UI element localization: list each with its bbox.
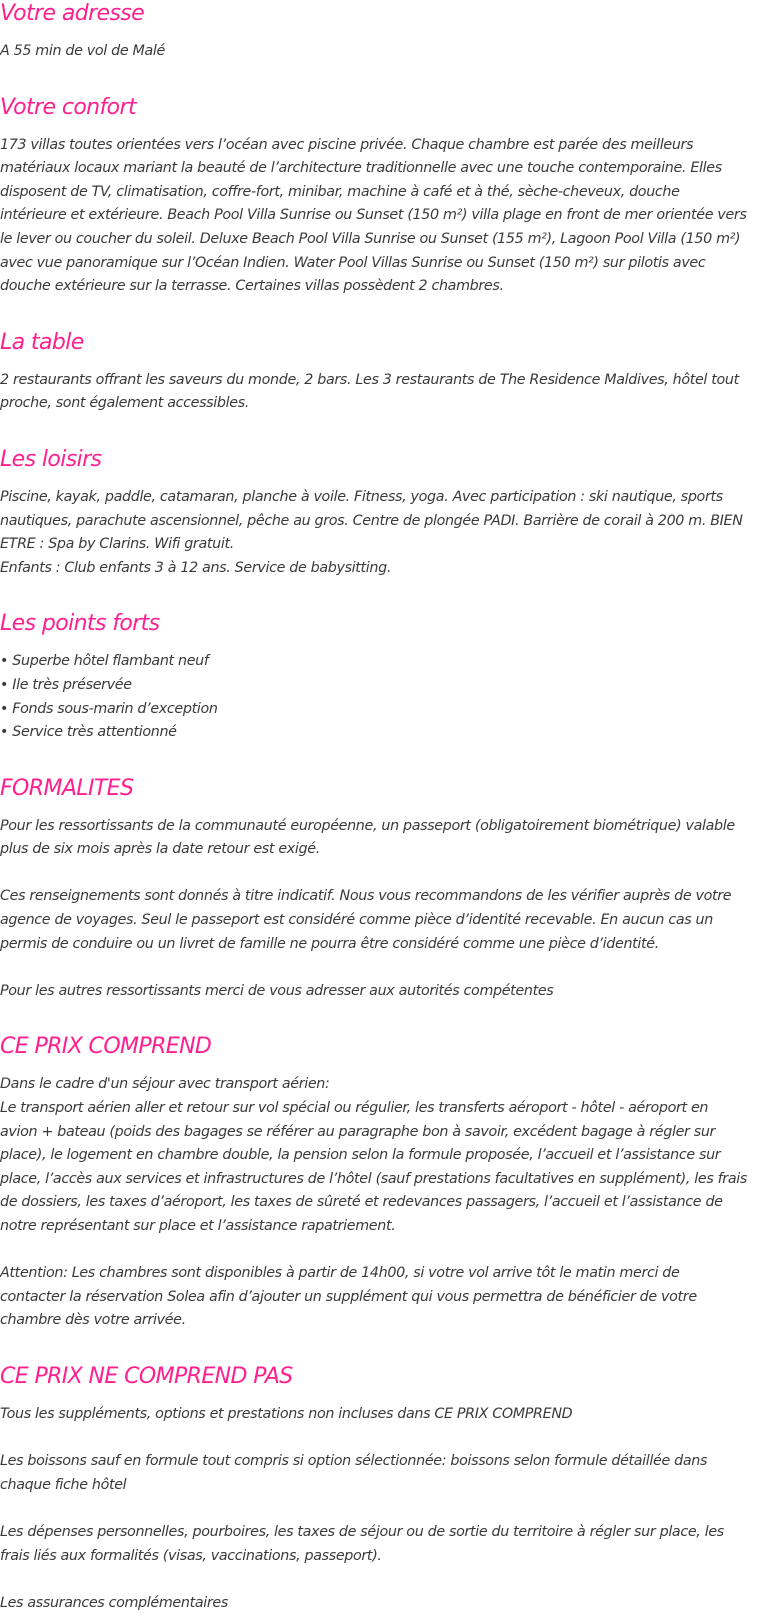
list-item: • Superbe hôtel flambant neuf xyxy=(0,653,209,670)
section-title-points-forts: Les points forts xyxy=(0,611,160,637)
formalites-paragraph-2: Ces renseignements sont donnés à titre indicatif. Nous vous recommandons de les vérifier auprès de votre agence de voyages. Seul le passeport est considéré comme pièce d’identité recevable. En aucun cas un permis de conduire ou un livret de famille ne pourra être considéré comme une pièce d’identité. xyxy=(0,888,732,952)
comprend-attention: Attention: Les chambres sont disponibles à partir de 14h00, si votre vol arrive tôt le matin merci de contacter la réservation Solea afin d’ajouter un supplément qui vous permettra de bénéficier de votre chambre dès votre arrivée. xyxy=(0,1265,697,1329)
section-title-adresse: Votre adresse xyxy=(0,1,145,26)
comprend-paragraph-1: Le transport aérien aller et retour sur vol spécial ou régulier, les transferts aéroport - hôtel - aéroport en avion + bateau (poids des bagages se référer au paragraphe bon à savoir, excédent bagage à régler sur place), le logement en chambre double, la pension selon la formule proposée, l’accueil et l’assistance sur place, l’accès aux services et infrastructures de l’hôtel (sauf prestations facultatives en supplément), les frais de dossiers, les taxes d’aéroport, les taxes de sûreté et redevances passagers, l’accueil et l’assistance de notre représentant sur place et l’assistance rapatriement. xyxy=(0,1100,747,1234)
section-points-forts xyxy=(0,610,748,744)
points-forts-list xyxy=(0,650,748,744)
ne-comprend-paragraph-2: Les boissons sauf en formule tout compris si option sélectionnée: boissons selon formule détaillée dans chaque fiche hôtel xyxy=(0,1453,708,1493)
section-loisirs xyxy=(0,446,748,580)
table-text: 2 restaurants offrant les saveurs du monde, 2 bars. Les 3 restaurants de The Residence Maldives, hôtel tout proche, sont également accessibles. xyxy=(0,371,739,412)
adresse-text: A 55 min de vol de Malé xyxy=(0,43,165,59)
section-title-prix-comprend: CE PRIX COMPREND xyxy=(0,1034,212,1060)
section-prix-comprend xyxy=(0,1033,748,1333)
section-title-formalites: FORMALITES xyxy=(0,775,134,801)
formalites-paragraph-1: Pour les ressortissants de la communauté européenne, un passeport (obligatoirement biométrique) valable plus de six mois après la date retour est exigé. xyxy=(0,817,735,858)
confort-text: 173 villas toutes orientées vers l’océan avec piscine privée. Chaque chambre est parée des meilleurs matériaux locaux mariant la beauté de l’architecture traditionnelle avec une touche contemporaine. Elles disposent de TV, climatisation, coffre-fort, minibar, machine à café et à thé, sèche-cheveux, douche intérieure et extérieure. Beach Pool Villa Sunrise ou Sunset (150 m²) villa plage en front de mer orientée vers le lever ou coucher du soleil. Deluxe Beach Pool Villa Sunrise ou Sunset (155 m²), Lagoon Pool Villa (150 m²) avec vue panoramique sur l’Océan Indien. Water Pool Villas Sunrise ou Sunset (150 m²) sur pilotis avec douche extérieure sur la terrasse. Certaines villas possèdent 2 chambres. xyxy=(0,136,747,295)
section-title-confort: Votre confort xyxy=(0,94,136,120)
ne-comprend-paragraph-3: Les dépenses personnelles, pourboires, les taxes de séjour ou de sortie du territoire à régler sur place, les frais liés aux formalités (visas, vaccinations, passeport). xyxy=(0,1523,724,1564)
loisirs-text: Piscine, kayak, paddle, catamaran, planche à voile. Fitness, yoga. Avec participation : ski nautique, sports nautiques, parachute ascensionnel, pêche au gros. Centre de plongée PADI. Barrière de corail à 200 m. BIEN ETRE : Spa by Clarins. Wifi gratuit. xyxy=(0,488,743,553)
section-formalites xyxy=(0,775,748,1004)
section-table xyxy=(0,329,748,416)
loisirs-enfants-text: Enfants : Club enfants 3 à 12 ans. Service de babysitting. xyxy=(0,559,392,576)
section-title-table: La table xyxy=(0,329,84,355)
ne-comprend-paragraph-4: Les assurances complémentaires xyxy=(0,1594,228,1611)
list-item: • Ile très préservée xyxy=(0,676,132,693)
ne-comprend-paragraph-1: Tous les suppléments, options et prestations non incluses dans CE PRIX COMPREND xyxy=(0,1405,573,1422)
section-confort xyxy=(0,94,748,299)
section-title-prix-ne-comprend-pas: CE PRIX NE COMPREND PAS xyxy=(0,1363,293,1389)
section-title-loisirs: Les loisirs xyxy=(0,446,102,472)
list-item: • Service très attentionné xyxy=(0,724,177,741)
list-item: • Fonds sous-marin d’exception xyxy=(0,700,218,717)
formalites-paragraph-3: Pour les autres ressortissants merci de vous adresser aux autorités compétentes xyxy=(0,982,554,999)
section-prix-ne-comprend-pas xyxy=(0,1363,748,1615)
section-adresse xyxy=(0,0,748,64)
comprend-intro: Dans le cadre d'un séjour avec transport aérien: xyxy=(0,1076,330,1093)
